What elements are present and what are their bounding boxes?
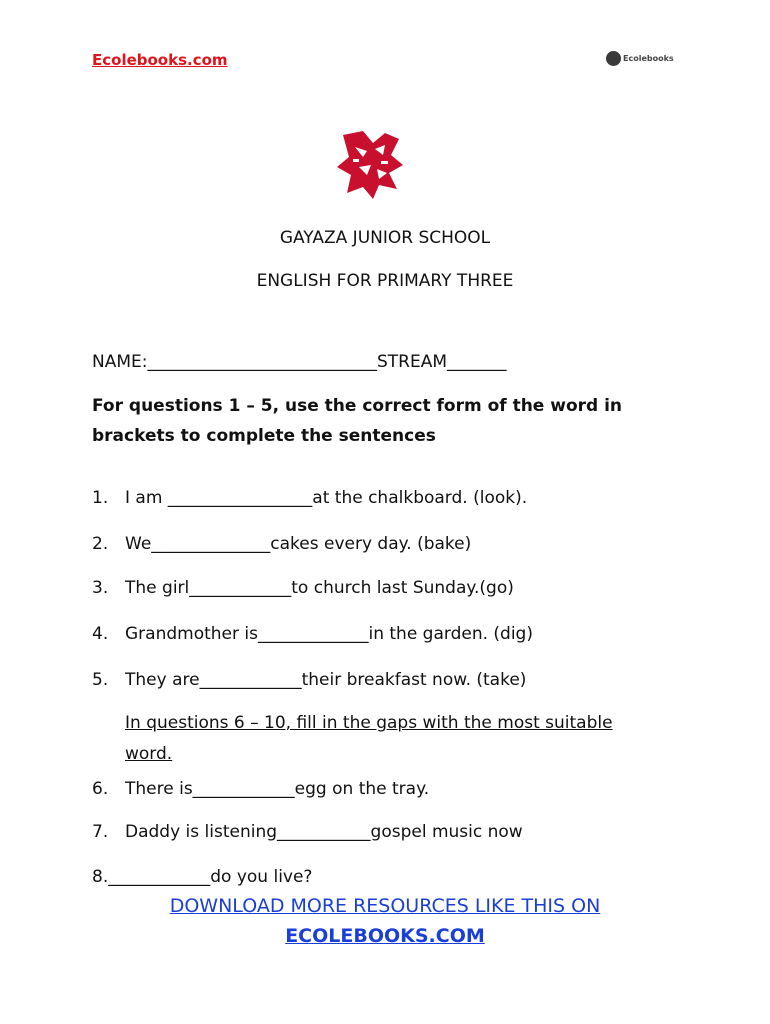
question-text: They are____________their breakfast now. (take) <box>125 670 527 690</box>
question-text: ____________do you live? <box>108 867 313 887</box>
question-number: 3. <box>92 578 109 598</box>
question-item <box>92 624 533 644</box>
question-item <box>92 488 527 508</box>
instruction-line-2: brackets to complete the sentences <box>92 426 436 446</box>
name-stream-line: NAME:___________________________STREAM_______ <box>92 352 507 372</box>
question-number: 2. <box>92 534 109 554</box>
question-text: We______________cakes every day. (bake) <box>125 534 472 554</box>
instruction-line-1: For questions 1 – 5, use the correct form of the word in <box>92 396 623 416</box>
question-item <box>92 670 526 690</box>
download-link[interactable]: DOWNLOAD MORE RESOURCES LIKE THIS ON <box>169 895 601 917</box>
school-crest-icon <box>333 127 409 207</box>
ecolebooks-logo <box>606 50 674 66</box>
question-number: 6. <box>92 779 109 799</box>
site-link[interactable]: Ecolebooks.com <box>92 51 228 69</box>
question-number: 1. <box>92 488 109 508</box>
question-item <box>92 822 523 842</box>
question-number: 7. <box>92 822 109 842</box>
question-text: The girl____________to church last Sunday.(go) <box>125 578 514 598</box>
instruction-2-line-2: word. <box>125 744 173 764</box>
question-text: There is____________egg on the tray. <box>125 779 430 799</box>
logo-text: Ecolebooks <box>623 53 674 63</box>
question-item <box>92 867 312 887</box>
question-item <box>92 779 429 799</box>
school-name: GAYAZA JUNIOR SCHOOL <box>279 228 491 248</box>
question-item <box>92 578 514 598</box>
question-item <box>92 534 471 554</box>
question-number: 5. <box>92 670 109 690</box>
ecolebooks-link[interactable]: ECOLEBOOKS.COM <box>285 925 485 947</box>
question-text: I am _________________at the chalkboard. (look). <box>125 488 528 508</box>
question-text: Grandmother is_____________in the garden. (dig) <box>125 624 533 644</box>
question-number: 8. <box>92 867 109 887</box>
ecolebooks-logo-icon <box>606 51 621 66</box>
question-text: Daddy is listening___________gospel music now <box>125 822 523 842</box>
question-number: 4. <box>92 624 109 644</box>
subject-title: ENGLISH FOR PRIMARY THREE <box>256 271 514 291</box>
instruction-2-line-1: In questions 6 – 10, fill in the gaps with the most suitable <box>125 713 613 733</box>
